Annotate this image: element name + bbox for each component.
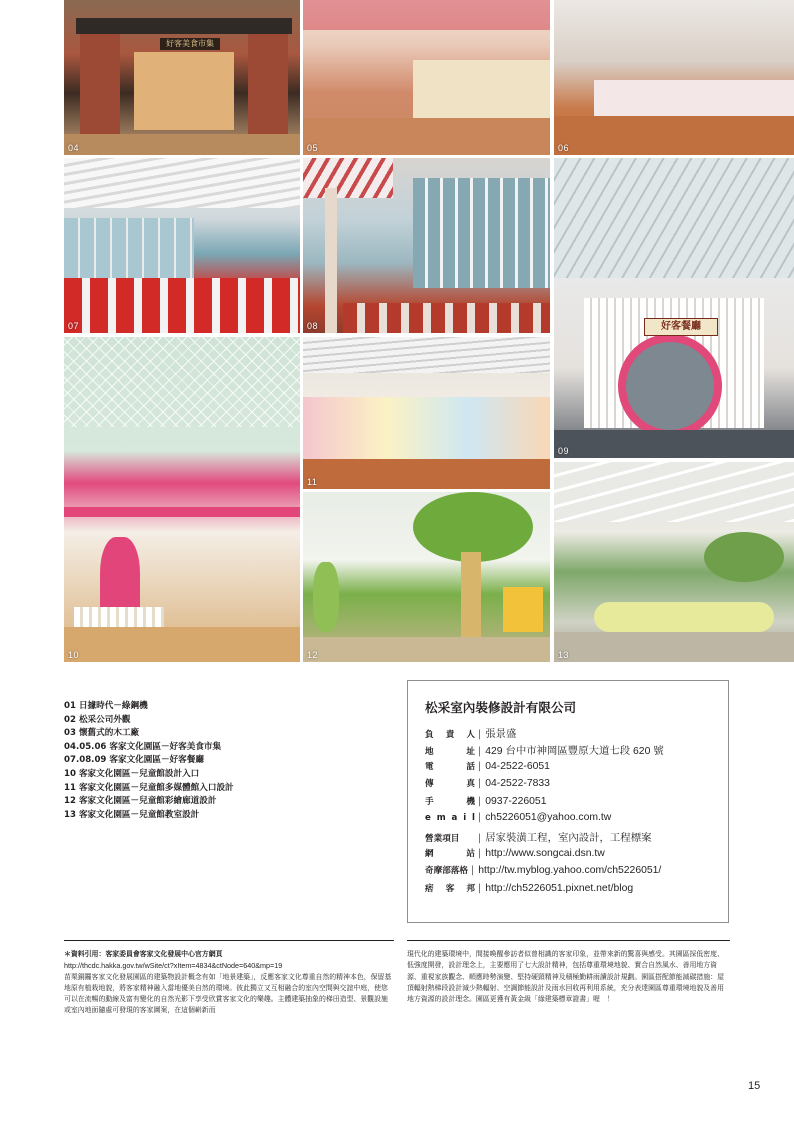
photo-restaurant-atrium [303,158,550,333]
doorway [134,52,234,130]
photo-number: 09 [558,446,570,456]
info-label: 負 責 人 [425,730,475,740]
info-row-business [425,829,728,846]
photo-childrens-hall-entrance [64,337,300,662]
photo-number: 12 [307,650,319,660]
info-label: 網 站 [425,848,475,859]
photo-food-market-hall [303,0,550,155]
photo-number: 13 [558,650,570,660]
info-label: 營業項目 [425,834,460,845]
divider-left [64,940,394,941]
brick-wall-left [80,34,120,134]
yahoo-blog-link[interactable]: http://tw.myblog.yahoo.com/ch5226051/ [478,865,662,877]
separator: | [478,778,482,790]
floor [64,134,300,155]
caption-item: 10 客家文化園區－兒童館設計入口 [64,768,200,779]
photo-number: 05 [307,143,319,153]
classroom-floor [554,632,794,662]
reference-left-column [64,949,394,1017]
photo-childrens-classroom [554,462,794,662]
photo-number: 07 [68,321,80,331]
glass-roof [554,158,794,278]
info-row-owner [425,725,728,742]
page-number: 15 [748,1080,761,1092]
info-row-address [425,742,728,759]
separator: | [478,882,482,894]
caption-item: 11 客家文化園區－兒童館多媒體館入口設計 [64,782,234,793]
reference-title: ＊資料引用：客家委員會客家文化發展中心官方網頁 [64,950,223,958]
info-label: 奇摩部落格 [425,866,468,877]
separator: | [478,833,482,845]
classroom-tables [594,602,774,632]
fax-value: 04-2522-7833 [485,778,550,790]
info-row-pixnet-blog [425,882,728,899]
wood-floor [554,116,794,155]
floor [303,637,550,662]
caption-item: 02 松采公司外觀 [64,714,131,725]
floor [303,459,550,489]
photo-restaurant-moon-gate [554,158,794,458]
info-row-yahoo-blog [425,864,728,881]
separator: | [478,746,482,758]
caption-item: 12 客家文化園區－兒童館彩繪廊道設計 [64,796,217,807]
glass-facade [413,178,550,288]
info-label: e m a i l [425,812,475,823]
info-label: 傳 真 [425,779,475,790]
owner-value: 張景盛 [485,729,517,740]
info-row-website [425,847,728,864]
support-column [325,188,337,333]
photo-hakka-food-market-entrance [64,0,300,155]
tree-trunk [461,552,481,642]
corridor-floor [64,627,300,662]
separator: | [478,847,482,859]
photo-number: 11 [307,477,318,487]
caption-item: 01 日據時代－綠鋼機 [64,701,148,711]
info-label: 地 址 [425,747,475,758]
separator: | [478,760,482,772]
red-ceiling-canopy [303,0,550,30]
company-name: 松采室內裝修設計有限公司 [425,700,577,715]
window-wall [64,218,194,278]
pixnet-blog-link[interactable]: http://ch5226051.pixnet.net/blog [485,882,634,894]
cartoon-character-mural [313,562,339,632]
red-chairs [64,278,300,333]
moon-gate [618,334,722,438]
caption-item: 07.08.09 客家文化園區－好客餐廳 [64,755,204,766]
separator: | [478,811,482,823]
roof-eave [76,18,292,34]
brick-wall-right [248,34,288,134]
restaurant-sign: 好客餐廳 [644,318,718,336]
market-floor [303,118,550,155]
reference-right-column [407,949,730,1005]
phone-value: 04-2522-6051 [485,760,550,772]
tent-mural [503,587,543,632]
article-text-left: 苗栗銅鑼客家文化發展園區的建築物設計概念有如「地景建築」，反應客家文化尊重自然的精神本色，保留基地原有植栽地貌，將客家精神融入當地優美自然的環境。彼此獨立又互相融合的室內空間與交誼中庭，使您可以在流暢的動線及富有變化的自然光影下享受欣賞客家文化的樂趣。主體建築抽象的梯田造型、景觀設施或室內地面隨處可發現的客家圖案，在這個嶄新而 [64,972,392,1015]
slatted-ceiling [303,337,550,373]
company-info-box [407,680,729,923]
info-row-fax [425,777,728,794]
wave-ceiling [64,158,300,208]
painted-mural-wall [303,397,550,459]
dining-tables [343,303,550,333]
info-label: 手 機 [425,796,475,807]
separator: | [478,795,482,807]
reference-url[interactable]: http://thcdc.hakka.gov.tw/wSite/ct?xItem=4834&ctNode=640&mp=19 [64,961,283,971]
photo-captions [64,700,394,822]
separator: | [478,729,482,740]
umbrella-canopy [303,158,393,198]
caption-item: 04.05.06 客家文化園區－好客美食市集 [64,741,222,752]
address-value: 429 台中市神岡區豐原大道七段 620 號 [485,746,664,758]
photo-number: 10 [68,650,80,660]
info-row-mobile [425,795,728,812]
mobile-value: 0937-226051 [485,795,547,807]
info-label: 電 話 [425,761,475,772]
photo-number: 08 [307,321,319,331]
tiled-floor [554,430,794,458]
photo-restaurant-dining-area [64,158,300,333]
info-label: 痞 客 邦 [425,883,475,894]
ceiling-lights [554,462,794,522]
leaf-mural [704,532,784,582]
photo-number: 04 [68,143,80,153]
divider-right [407,940,730,941]
info-row-email [425,812,728,829]
business-value: 居家裝潢工程，室內設計，工程標案 [485,833,652,845]
article-text-right: 現代化的建築環境中，間接喚醒參訪者似曾相識的客家印象，並帶來新的驚喜與感受。其園區採低密度、低強度開發，設計理念上，主要應用了七大設計精神，包括尊重環境地貌、實合自然風水、善用地方資源、重視家族觀念、順應時勢演變、堅持硬頸精神及積極勤耕雨讀設計規劃。園區搭配節能減碳措施：屋頂輻射熱梯段設計減少熱輻射、空調節能設計及雨水回收再利用系統，充分表達園區尊重環境地貌及善用地方資源的設計理念。園區更獲有黃金級「綠建築標章證書」喔 ！ [407,950,724,1004]
photo-childrens-painted-corridor [303,492,550,662]
caption-item: 13 客家文化園區－兒童館教室設計 [64,809,200,820]
stall-row [594,80,794,116]
email-value[interactable]: ch5226051@yahoo.com.tw [485,811,612,823]
photo-childrens-multimedia-entrance [303,337,550,489]
photo-number: 06 [558,143,570,153]
info-row-phone [425,760,728,777]
caption-item: 03 懷舊式的木工廠 [64,728,140,739]
store-sign: 好客美食市集 [160,38,220,50]
photo-food-market-stalls [554,0,794,155]
website-link[interactable]: http://www.songcai.dsn.tw [485,847,605,859]
pink-ceiling-band [64,507,300,517]
separator: | [470,865,475,877]
net-ceiling [64,337,300,427]
